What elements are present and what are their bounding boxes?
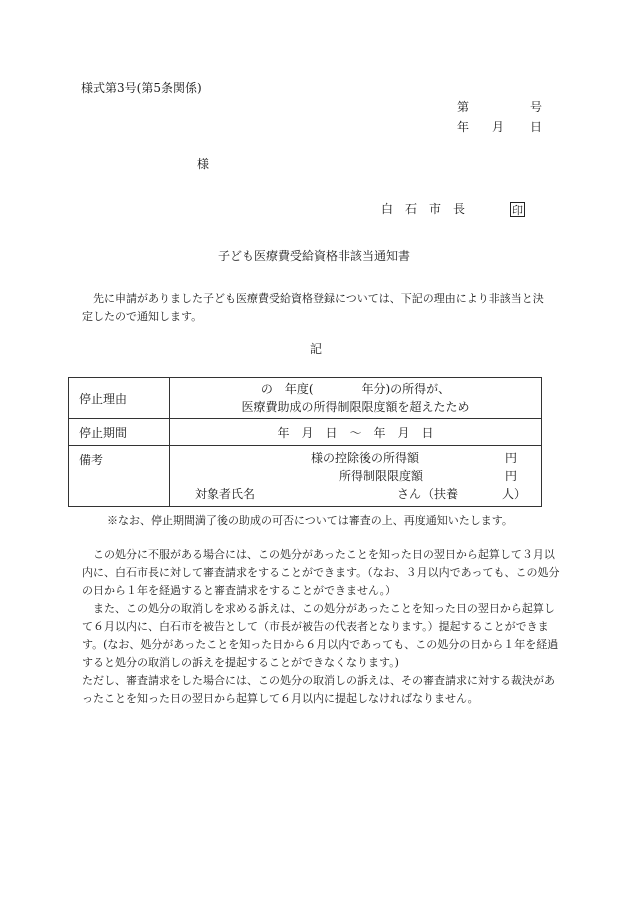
date-year: 年 [457, 120, 470, 134]
period-row [69, 419, 542, 446]
remarks-value [170, 446, 542, 507]
dependents-open: （扶養 [422, 487, 459, 501]
remarks-row [69, 446, 542, 507]
ki-heading: 記 [310, 342, 323, 356]
note-text: ※なお、停止期間満了後の助成の可否については審査の上、再度通知いたします。 [107, 514, 513, 527]
document-title: 子ども医療費受給資格非該当通知書 [218, 249, 411, 263]
appeal-section [82, 546, 562, 708]
reason-line-2: 医療費助成の所得制限限度額を超えたため [241, 400, 470, 414]
appeal-paragraph-3: ただし、審査請求をした場合には、この処分の取消しの訴えは、その審査請求に対する裁決があったことを知った日の翌日から起算して６月以内に提起しなければなりません。 [82, 674, 555, 705]
deduction-label: 様の控除後の所得額 [311, 451, 420, 465]
form-number: 様式第3号(第5条関係) [81, 81, 202, 95]
limit-yen: 円 [505, 469, 518, 483]
dependents-close: 人） [502, 487, 527, 501]
appeal-paragraph-1: この処分に不服がある場合には、この処分があったことを知った日の翌日から起算して３月以内に、白石市長に対して審査請求をすることができます。（なお、３月以内であっても、この処分の日から１年を経過すると審査請求をすることができません。） [82, 548, 560, 597]
seal-icon: 印 [512, 204, 523, 217]
reason-row [69, 378, 542, 419]
intro-paragraph [82, 290, 554, 326]
doc-number-suffix: 号 [530, 100, 543, 114]
date-month: 月 [492, 120, 505, 134]
seal-stamp [510, 201, 525, 217]
period-label: 停止期間 [69, 419, 170, 446]
remarks-label: 備考 [69, 446, 170, 507]
limit-label: 所得制限限度額 [339, 469, 424, 483]
details-table [68, 377, 542, 507]
issuer-name: 白 石 市 長 [381, 202, 466, 216]
san-label: さん [397, 487, 422, 501]
appeal-paragraph-2: また、この処分の取消しを求める訴えは、この処分があったことを知った日の翌日から起算して６月以内に、白石市を被告として（市長が被告の代表者となります。）提起することができます。(なお、処分があったことを知った日から６月以内であっても、この処分の日から１年を経過すると処分の取消しの訴えを提起することができなくなります。) [82, 602, 559, 669]
recipient-suffix: 様 [197, 157, 210, 171]
doc-number-prefix: 第 [457, 100, 470, 114]
intro-text: 先に申請がありました子ども医療費受給資格登録については、下記の理由により非該当と決定したので通知します。 [82, 292, 544, 323]
reason-label: 停止理由 [69, 378, 170, 419]
reason-line-1: の 年度( 年分)の所得が、 [260, 382, 451, 396]
date-day: 日 [530, 120, 543, 134]
reason-value [170, 378, 542, 419]
deduction-yen: 円 [505, 451, 518, 465]
period-value: 年 月 日 ～ 年 月 日 [170, 419, 542, 446]
subject-name-label: 対象者氏名 [195, 487, 256, 501]
